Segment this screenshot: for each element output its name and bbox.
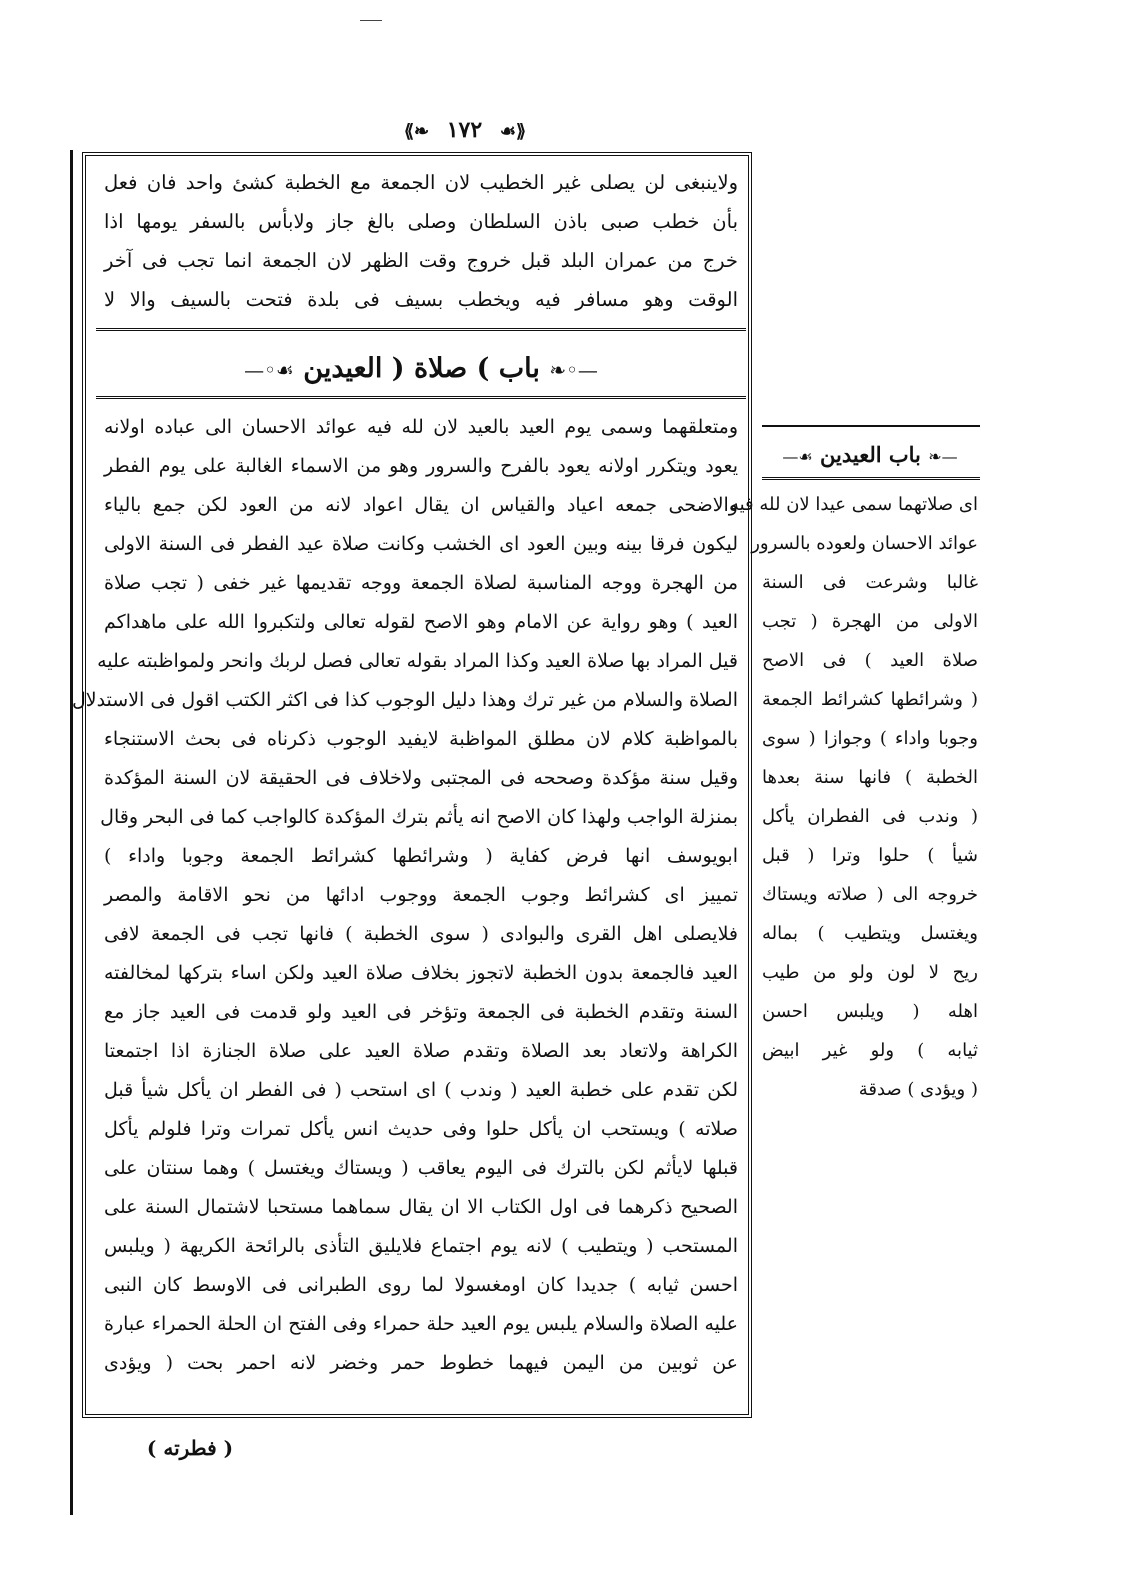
text-line: العيد ) وهو رواية عن الامام وهو الاصح لقوله تعالى ولتكبروا الله على ماهداكم <box>104 611 738 633</box>
margin-line: عوائد الاحسان ولعوده بالسرور <box>751 533 978 554</box>
text-line: قيل المراد بها صلاة العيد وكذا المراد بقوله تعالى فصل لربك وانحر ولمواظبته عليه <box>97 650 738 672</box>
text-line: ابويوسف انها فرض كفاية ( وشرائطها كشرائط الجمعة وجوبا واداء ) <box>104 845 738 867</box>
margin-line: ثيابه ) ولو غير ابيض <box>762 1040 978 1061</box>
text-line: بمنزلة الواجب ولهذا كان الاصح انه يأثم بترك المؤكدة كالواجب كما فى البحر وقال <box>100 806 738 828</box>
text-line: ولاينبغى لن يصلى غير الخطيب لان الجمعة مع الخطبة كشئ واحد فان فعل <box>104 171 738 194</box>
text-line: احسن ثيابه ) جديدا كان اومغسولا لما روى الطبرانى فى الاوسط كان النبى <box>104 1274 738 1296</box>
margin-rule <box>762 425 980 427</box>
main-text-frame <box>71 152 752 1418</box>
heading-ornament-right: ☙◦— <box>244 358 294 382</box>
text-line: يعود ويتكرر اولانه يعود بالفرح والسرور وهو من الاسماء الغالبة على يوم الفطر <box>104 455 738 477</box>
text-line: العيد فالجمعة بدون الخطبة لاتجوز بخلاف صلاة العيد ولكن اساء بتركها لمخالفته <box>104 962 738 984</box>
margin-heading-ornament-right: ☙— <box>782 447 813 466</box>
margin-line: غالبا وشرعت فى السنة <box>762 572 978 593</box>
text-line: لكن تقدم على خطبة العيد ( وندب ) اى استحب ( فى الفطر ان يأكل شيأ قبل <box>104 1079 738 1101</box>
margin-line: الخطبة ) فانها سنة بعدها <box>762 767 978 788</box>
text-line: خرج من عمران البلد قبل خروج وقت الظهر لان الجمعة انما تجب فى آخر <box>104 249 738 272</box>
text-line: والاضحى جمعه اعياد والقياس ان يقال اعواد لانه من العود لكن جمع بالياء <box>104 494 738 516</box>
margin-line: ريح لا لون ولو من طيب <box>762 962 978 983</box>
text-line: تمييز اى كشرائط وجوب الجمعة ووجوب ادائها من نحو الاقامة والمصر <box>104 884 738 906</box>
text-line: بأن خطب صبى باذن السلطان وصلى بالغ جاز ولابأس بالسفر يومها اذا <box>104 210 738 233</box>
text-line: الوقت وهو مسافر فيه ويخطب بسيف فى بلدة فتحت بالسيف والا لا <box>104 288 738 311</box>
chapter-heading-text: باب ) صلاة ( العيدين <box>303 353 540 384</box>
text-line: المستحب ( ويتطيب ) لانه يوم اجتماع فلايليق التأذى بالرائحة الكريهة ( ويلبس <box>104 1235 738 1257</box>
margin-line: شيأ ) حلوا وترا ( قبل <box>762 845 978 866</box>
section-divider <box>96 328 746 331</box>
margin-line: اى صلاتهما سمى عيدا لان لله فيه <box>729 494 978 515</box>
page-number-ornament-left: ⟪❧ <box>403 121 430 142</box>
text-line: من الهجرة ووجه المناسبة لصلاة الجمعة ووجه تقديمها غير خفى ( تجب صلاة <box>104 572 738 594</box>
text-line: ومتعلقهما وسمى يوم العيد بالعيد لان لله فيه عوائد الاحسان الى عباده اولانه <box>104 416 738 438</box>
margin-heading-ornament-left: —❧ <box>928 447 958 466</box>
catchword: ( فطرته ) <box>146 1436 234 1460</box>
text-line: بالمواظبة كلام لان مطلق المواظبة لايفيد الوجوب ذكرناه فى بحث الاستنجاء <box>104 728 738 750</box>
text-line: صلاته ) ويستحب ان يأكل حلوا وفى حديث انس يأكل تمرات وترا فلولم يأكل <box>104 1118 738 1140</box>
margin-line: خروجه الى ( صلاته ويستاك <box>762 884 978 905</box>
text-line: الكراهة ولاتعاد بعد الصلاة وتقدم صلاة العيد على صلاة الجنازة اذا اجتمعتا <box>104 1040 738 1062</box>
text-line: قبلها لايأثم لكن بالترك فى اليوم يعاقب ( ويستاك ويغتسل ) وهما سنتان على <box>104 1157 738 1179</box>
margin-line: صلاة العيد ) فى الاصح <box>762 650 978 671</box>
text-line: عليه الصلاة والسلام يلبس يوم العيد حلة حمراء وفى الفتح ان الحلة الحمراء عبارة <box>104 1313 738 1335</box>
text-line: السنة وتقدم الخطبة فى الجمعة وتؤخر فى العيد ولو قدمت فى العيد جاز مع <box>104 1001 738 1023</box>
margin-line: الاولى من الهجرة ( تجب <box>762 611 978 632</box>
text-line: عن ثوبين من اليمن فيهما خطوط حمر وخضر لانه احمر بحت ( ويؤدى <box>104 1352 738 1374</box>
margin-line: ويغتسل ويتطيب ) بماله <box>762 923 978 944</box>
margin-commentary <box>729 425 982 1125</box>
text-line: وقيل سنة مؤكدة وصححه فى المجتبى ولاخلاف فى الحقيقة لان السنة المؤكدة <box>104 767 738 789</box>
margin-heading-text: باب العيدين <box>820 442 921 467</box>
margin-line: ( ويؤدى ) صدقة <box>858 1079 978 1100</box>
text-line: الصحيح ذكرهما فى اول الكتاب الا ان يقال سماهما مستحبا لاشتمال السنة على <box>104 1196 738 1218</box>
margin-line: ( وندب فى الفطران يأكل <box>762 806 978 827</box>
margin-rule <box>762 477 980 480</box>
top-rule-mark <box>360 20 382 21</box>
page-number: ١٧٢ <box>446 117 483 143</box>
chapter-heading <box>96 346 746 392</box>
margin-line: اهله ( ويلبس احسن <box>762 1001 978 1022</box>
section-divider <box>96 396 746 399</box>
text-line: الصلاة والسلام من غير ترك وهذا دليل الوجوب كذا فى اكثر الكتب اقول فى الاستدلال <box>71 689 738 711</box>
margin-line: وجوبا واداء ) وجوازا ( سوى <box>762 728 978 749</box>
margin-line: ( وشرائطها كشرائط الجمعة <box>762 689 978 710</box>
text-line: ليكون فرقا بينه وبين العود اى الخشب وكانت صلاة عيد الفطر فى السنة الاولى <box>104 533 738 555</box>
margin-heading <box>760 433 980 477</box>
page-number-ornament-right: ☙⟫ <box>499 121 527 142</box>
heading-ornament-left: —◦❧ <box>549 358 598 382</box>
outer-left-rule <box>70 150 73 1515</box>
text-line: فلايصلى اهل القرى والبوادى ( سوى الخطبة ) فانها تجب فى الجمعة لافى <box>104 923 738 945</box>
page-header <box>395 115 535 145</box>
